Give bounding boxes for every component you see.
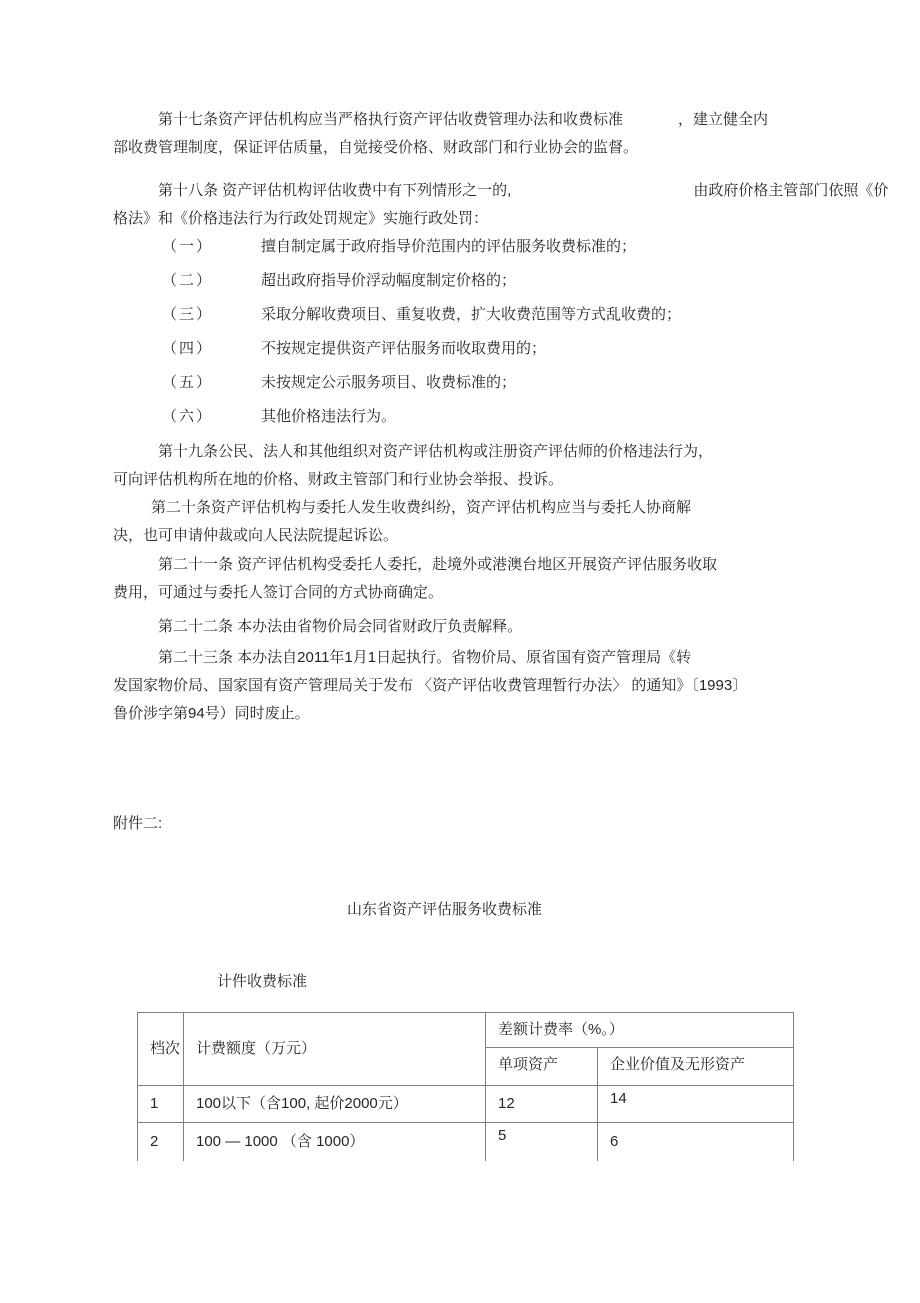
para-18-line-1: [113, 177, 889, 205]
para-17-text-a: 第十七条资产评估机构应当严格执行资产评估收费管理办法和收费标准: [158, 111, 624, 128]
header-grade: 档次: [138, 1013, 184, 1086]
para-17-line-1: [113, 106, 885, 134]
header-amount: 计费额度（万元）: [184, 1013, 486, 1086]
list-item-4-text: 不按规定提供资产评估服务而收取费用的；: [261, 340, 547, 357]
row-2-enterprise: 6: [598, 1123, 794, 1161]
para-19-line-2: 可向评估机构所在地的价格、财政主管部门和行业协会举报、投诉。: [113, 471, 564, 488]
row-1-enterprise: 14: [598, 1086, 794, 1123]
header-single-asset: 单项资产: [486, 1048, 598, 1086]
para-18-text-a: 第十八条 资产评估机构评估收费中有下列情形之一的,: [158, 182, 512, 199]
list-item-3-text: 采取分解收费项目、重复收费，扩大收费范围等方式乱收费的；: [261, 306, 682, 323]
row-1-grade: 1: [138, 1086, 184, 1123]
list-item-5-number: （五）: [162, 374, 214, 391]
fee-table-header-row-1: [138, 1013, 794, 1048]
fee-table-row-1: [138, 1086, 794, 1123]
attachment-label: 附件二:: [113, 815, 163, 832]
header-enterprise: 企业价值及无形资产: [598, 1048, 794, 1086]
para-20-line-2: 决，也可申请仲裁或向人民法院提起诉讼。: [113, 527, 399, 544]
list-item-2-text: 超出政府指导价浮动幅度制定价格的；: [261, 272, 517, 289]
list-item-3: [113, 301, 885, 329]
row-2-grade: 2: [138, 1123, 184, 1161]
row-2-amount: 100 — 1000 （含 1000）: [184, 1123, 486, 1161]
list-item-5-text: 未按规定公示服务项目、收费标准的；: [261, 374, 517, 391]
list-item-6-number: （六）: [162, 408, 214, 425]
list-item-6: [113, 403, 885, 431]
para-19-line-1: 第十九条公民、法人和其他组织对资产评估机构或注册资产评估师的价格违法行为，: [158, 443, 714, 460]
para-21-line-1: 第二十一条 资产评估机构受委托人委托，赴境外或港澳台地区开展资产评估服务收取: [158, 556, 718, 573]
para-22-line-1: 第二十二条 本办法由省物价局会同省财政厅负责解释。: [158, 618, 523, 635]
attachment-title: 山东省资产评估服务收费标准: [347, 901, 543, 918]
list-item-1-number: （一）: [162, 238, 214, 255]
fee-table-row-2: [138, 1123, 794, 1161]
table-caption: 计件收费标准: [217, 973, 308, 990]
list-item-5: [113, 369, 885, 397]
para-17-line-2: 部收费管理制度，保证评估质量，自觉接受价格、财政部门和行业协会的监督。: [113, 139, 639, 156]
header-rate-group: 差额计费率（%。）: [486, 1013, 794, 1048]
fee-table: [137, 1012, 794, 1161]
list-item-1: [113, 233, 885, 261]
row-1-single: 12: [486, 1086, 598, 1123]
para-20-line-1: 第二十条资产评估机构与委托人发生收费纠纷，资产评估机构应当与委托人协商解: [151, 499, 692, 516]
list-item-4: [113, 335, 885, 363]
para-23-line-3: 鲁价涉字第94号）同时废止。: [113, 705, 310, 722]
list-item-3-number: （三）: [162, 306, 214, 323]
list-item-2-number: （二）: [162, 272, 214, 289]
list-item-4-number: （四）: [162, 340, 214, 357]
list-item-1-text: 擅自制定属于政府指导价范围内的评估服务收费标准的；: [261, 238, 637, 255]
para-18-line-2: 格法》和《价格违法行为行政处罚规定》实施行政处罚：: [113, 210, 489, 227]
row-2-single: 5: [486, 1123, 598, 1161]
para-23-line-2: 发国家物价局、国家国有资产管理局关于发布 〈资产评估收费管理暂行办法〉 的通知》〔1993〕: [113, 677, 748, 694]
para-23-line-1: 第二十三条 本办法自2011年1月1日起执行。省物价局、原省国有资产管理局《转: [158, 649, 692, 666]
list-item-2: [113, 267, 885, 295]
para-18-text-b: 由政府价格主管部门依照《价: [693, 182, 889, 199]
para-17-text-b: ，建立健全内: [678, 111, 769, 128]
list-item-6-text: 其他价格违法行为。: [261, 408, 397, 425]
para-21-line-2: 费用，可通过与委托人签订合同的方式协商确定。: [113, 584, 444, 601]
row-1-amount: 100以下（含100, 起价2000元）: [184, 1086, 486, 1123]
